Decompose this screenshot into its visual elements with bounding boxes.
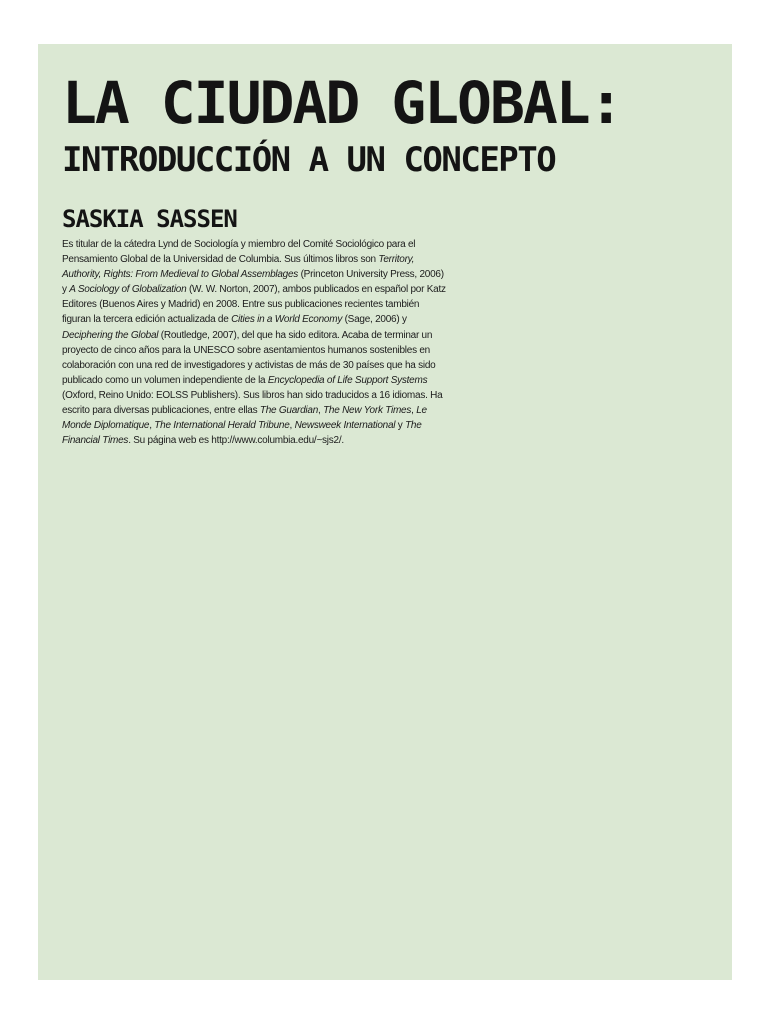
bio-text: , [411,405,417,417]
book-title: Cities in a World Economy [231,314,343,326]
bio-text: , [149,420,155,432]
book-title: Territory, Authority, Rights: From Medieval to Global Assemblages [62,254,415,281]
book-title: Deciphering the Global [62,329,159,341]
book-title: A Sociology of Globalization [69,284,187,296]
bio-text: Es titular de la cátedra Lynd de Sociología y miembro del Comité Sociológico para el Pensamiento Global de la Universidad de Columbia. Sus últimos libros son [62,239,416,266]
author-bio [62,237,446,448]
publication-title: The Guardian [259,405,319,417]
article-title: LA CIUDAD GLOBAL: [62,69,622,137]
bio-text: (Sage, 2006) y [342,314,407,326]
publication-title: The New York Times [323,405,412,417]
bio-text: . Su página web es http://www.columbia.edu/~sjs2/. [128,435,344,447]
publication-title: The International Herald Tribune [154,420,290,432]
bio-text: , [289,420,295,432]
book-title: Encyclopedia of Life Support Systems [267,374,428,386]
publication-title: Le Monde Diplomatique [62,405,427,432]
bio-text: (Oxford, Reino Unido: EOLSS Publishers). Sus libros han sido traducidos a 16 idiomas. Ha escrito para diversas publicaciones, entre ellas [62,389,443,417]
document-page [38,44,732,980]
publication-title: Newsweek International [294,420,396,432]
bio-text: (Routledge, 2007), del que ha sido editora. Acaba de terminar un proyecto de cinco años para la UNESCO sobre asentamientos humanos sostenibles en colaboración con una red de investigadores y activistas de más de 30 países que ha sido publicado como un volumen independiente de la [62,329,436,386]
author-name: SASKIA SASSEN [62,205,237,233]
bio-text: (Princeton University Press, 2006) y [62,269,444,296]
bio-text: y [395,420,406,432]
bio-text: , [318,405,324,417]
publication-title: The Financial Times [62,420,422,447]
article-subtitle: INTRODUCCIÓN A UN CONCEPTO [62,140,556,180]
bio-text: (W. W. Norton, 2007), ambos publicados en español por Katz Editores (Buenos Aires y Madrid) en 2008. Entre sus publicaciones recientes también figuran la tercera edición actualizada de [62,284,446,326]
